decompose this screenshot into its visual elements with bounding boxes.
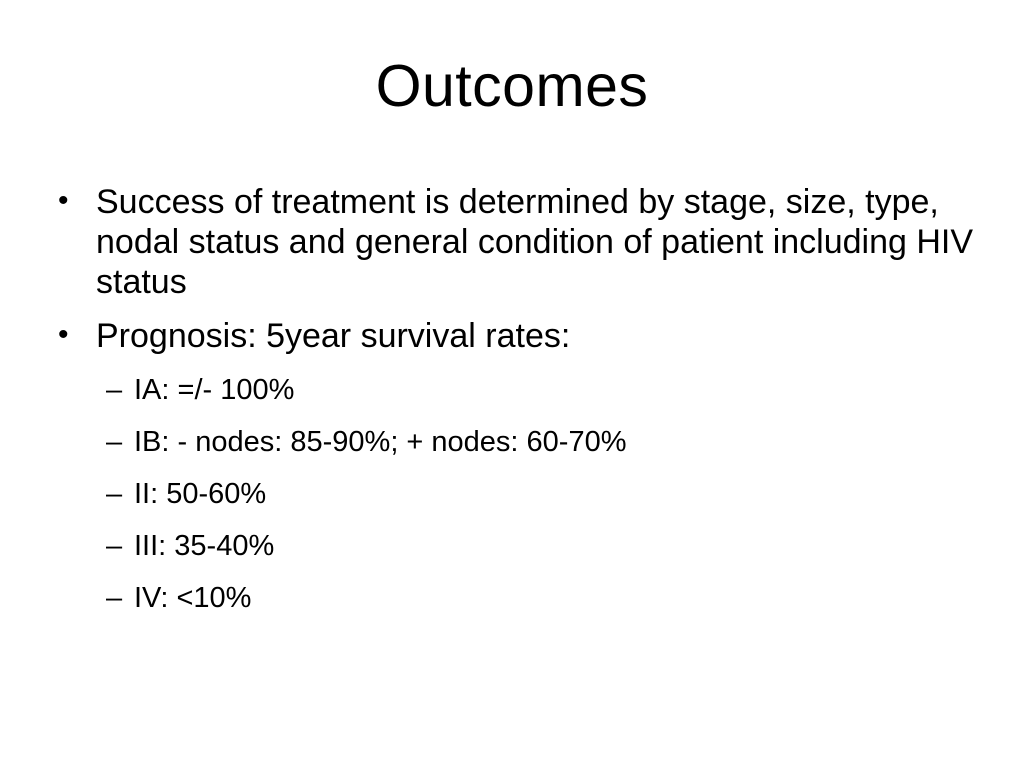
dash-marker-icon: – (106, 478, 123, 511)
sub-list-item-label: IV: <10% (134, 581, 252, 614)
dash-marker-icon: – (106, 374, 123, 407)
bullet-marker-icon: • (58, 318, 69, 352)
sub-list-item-label: IB: - nodes: 85-90%; + nodes: 60-70% (134, 426, 627, 459)
sub-list-item-label: II: 50-60% (134, 478, 267, 511)
sub-list-item (106, 529, 988, 564)
list-item (58, 182, 988, 302)
sub-list-item (106, 581, 988, 616)
page-title: Outcomes (375, 53, 649, 119)
sub-list-item-label: IA: =/- 100% (134, 374, 295, 407)
list-item-label: Success of treatment is determined by stage, size, type, nodal status and general condition of patient including HIV status (96, 183, 974, 302)
sub-list-item-label: III: 35-40% (134, 529, 275, 562)
dash-marker-icon: – (106, 426, 123, 459)
sub-list-item (106, 373, 988, 408)
dash-marker-icon: – (106, 529, 123, 562)
sub-list-item (106, 477, 988, 512)
slide-body (58, 182, 988, 615)
list-item (58, 316, 988, 356)
sub-list-item (106, 425, 988, 460)
bullet-marker-icon: • (58, 184, 69, 217)
list-item-label: Prognosis: 5year survival rates: (96, 317, 571, 356)
dash-marker-icon: – (106, 581, 123, 614)
